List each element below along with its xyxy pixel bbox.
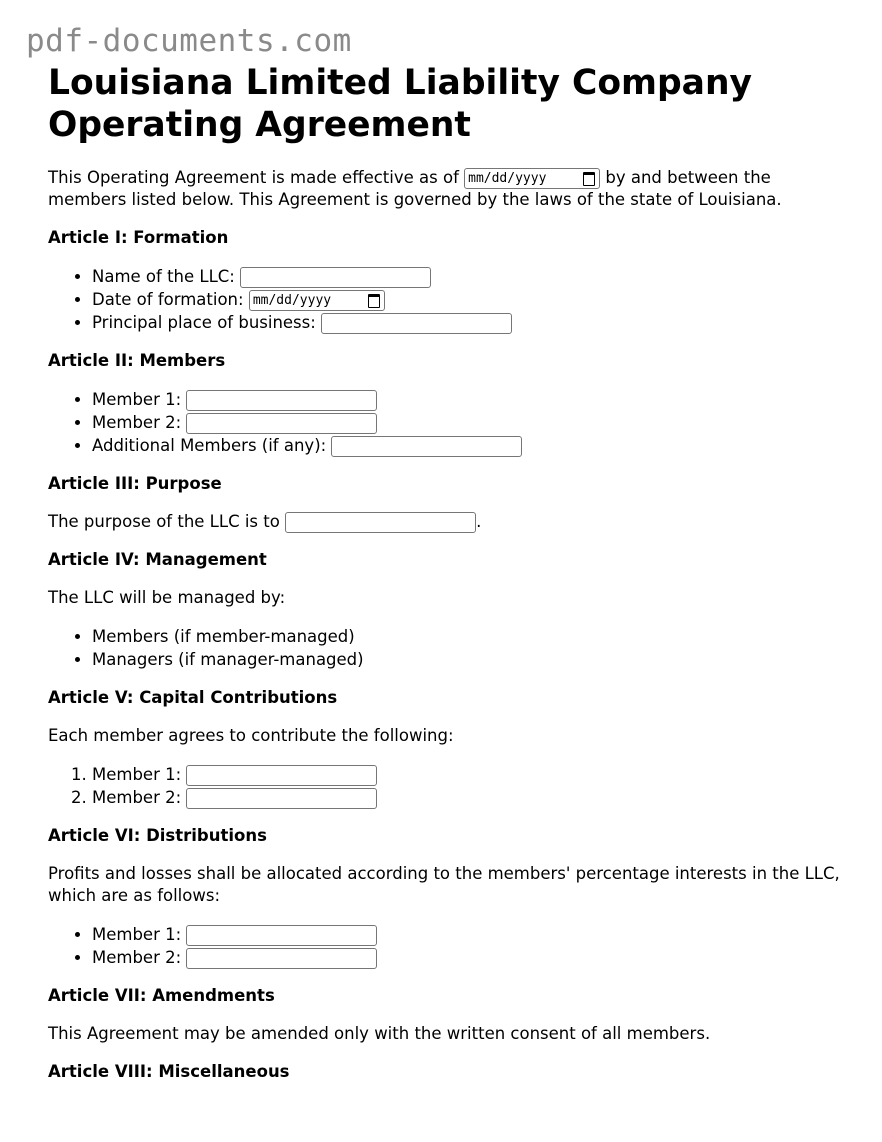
purpose-paragraph (48, 511, 848, 533)
intro-text-before: This Operating Agreement is made effective as of (48, 168, 459, 187)
distribution-member-2-input[interactable] (186, 948, 377, 969)
document-body (48, 62, 848, 1083)
intro-text-after: by and between the members listed below. This Agreement is governed by the laws of the state of Louisiana. (48, 168, 782, 209)
distributions-list (48, 923, 848, 969)
contributions-list (48, 763, 848, 809)
list-item (92, 265, 848, 288)
principal-place-input[interactable] (321, 313, 512, 334)
distribution-member-2-label: Member 2: (92, 948, 182, 967)
formation-list (48, 265, 848, 334)
llc-name-input[interactable] (240, 267, 431, 288)
list-item (92, 923, 848, 946)
management-list (48, 625, 848, 671)
distribution-member-1-input[interactable] (186, 925, 377, 946)
purpose-text: The purpose of the LLC is to (48, 512, 280, 531)
list-item (92, 763, 848, 786)
formation-date-placeholder: mm/dd/yyyy (252, 293, 332, 308)
article-1-heading: Article I: Formation (48, 228, 229, 247)
purpose-input[interactable] (285, 512, 476, 533)
list-item (92, 311, 848, 334)
article-7-heading: Article VII: Amendments (48, 986, 275, 1005)
list-item: • Members (if member-managed) (92, 625, 848, 648)
article-5-heading: Article V: Capital Contributions (48, 688, 338, 707)
member-2-label: Member 2: (92, 413, 182, 432)
member-1-label: Member 1: (92, 390, 182, 409)
contribution-member-1-input[interactable] (186, 765, 377, 786)
amendments-text: This Agreement may be amended only with the written consent of all members. (48, 1024, 711, 1043)
principal-place-label: Principal place of business: (92, 313, 316, 332)
list-item (92, 434, 848, 457)
member-2-input[interactable] (186, 413, 377, 434)
distribution-member-1-label: Member 1: (92, 925, 182, 944)
additional-members-input[interactable] (331, 436, 522, 457)
contribution-member-2-input[interactable] (186, 788, 377, 809)
members-list (48, 388, 848, 457)
distributions-text: Profits and losses shall be allocated according to the members' percentage interests in the LLC, which are as follows: (48, 864, 840, 905)
contribution-member-2-label: Member 2: (92, 788, 182, 807)
page-title: Louisiana Limited Liability Company Operating Agreement (48, 63, 752, 145)
contribution-member-1-label: Member 1: (92, 765, 182, 784)
list-item (92, 388, 848, 411)
article-2-heading: Article II: Members (48, 351, 226, 370)
contributions-text: Each member agrees to contribute the following: (48, 726, 454, 745)
formation-date-label: Date of formation: (92, 290, 244, 309)
article-8-heading: Article VIII: Miscellaneous (48, 1062, 290, 1081)
additional-members-label: Additional Members (if any): (92, 436, 327, 455)
effective-date-placeholder: mm/dd/yyyy (468, 170, 547, 186)
formation-date-input[interactable] (249, 290, 385, 311)
effective-date-input[interactable] (464, 168, 600, 189)
list-item (92, 946, 848, 969)
llc-name-label: Name of the LLC: (92, 267, 235, 286)
purpose-period: . (476, 512, 482, 531)
management-text: The LLC will be managed by: (48, 588, 286, 607)
article-4-heading: Article IV: Management (48, 550, 267, 569)
intro-paragraph (48, 167, 848, 211)
watermark: pdf-documents.com (26, 23, 352, 59)
list-item (92, 411, 848, 434)
list-item (92, 786, 848, 809)
member-1-input[interactable] (186, 390, 377, 411)
article-6-heading: Article VI: Distributions (48, 826, 267, 845)
list-item: • Managers (if manager-managed) (92, 648, 848, 671)
list-item (92, 288, 848, 311)
article-3-heading: Article III: Purpose (48, 474, 222, 493)
calendar-icon[interactable] (368, 294, 380, 308)
calendar-icon[interactable] (583, 172, 595, 186)
